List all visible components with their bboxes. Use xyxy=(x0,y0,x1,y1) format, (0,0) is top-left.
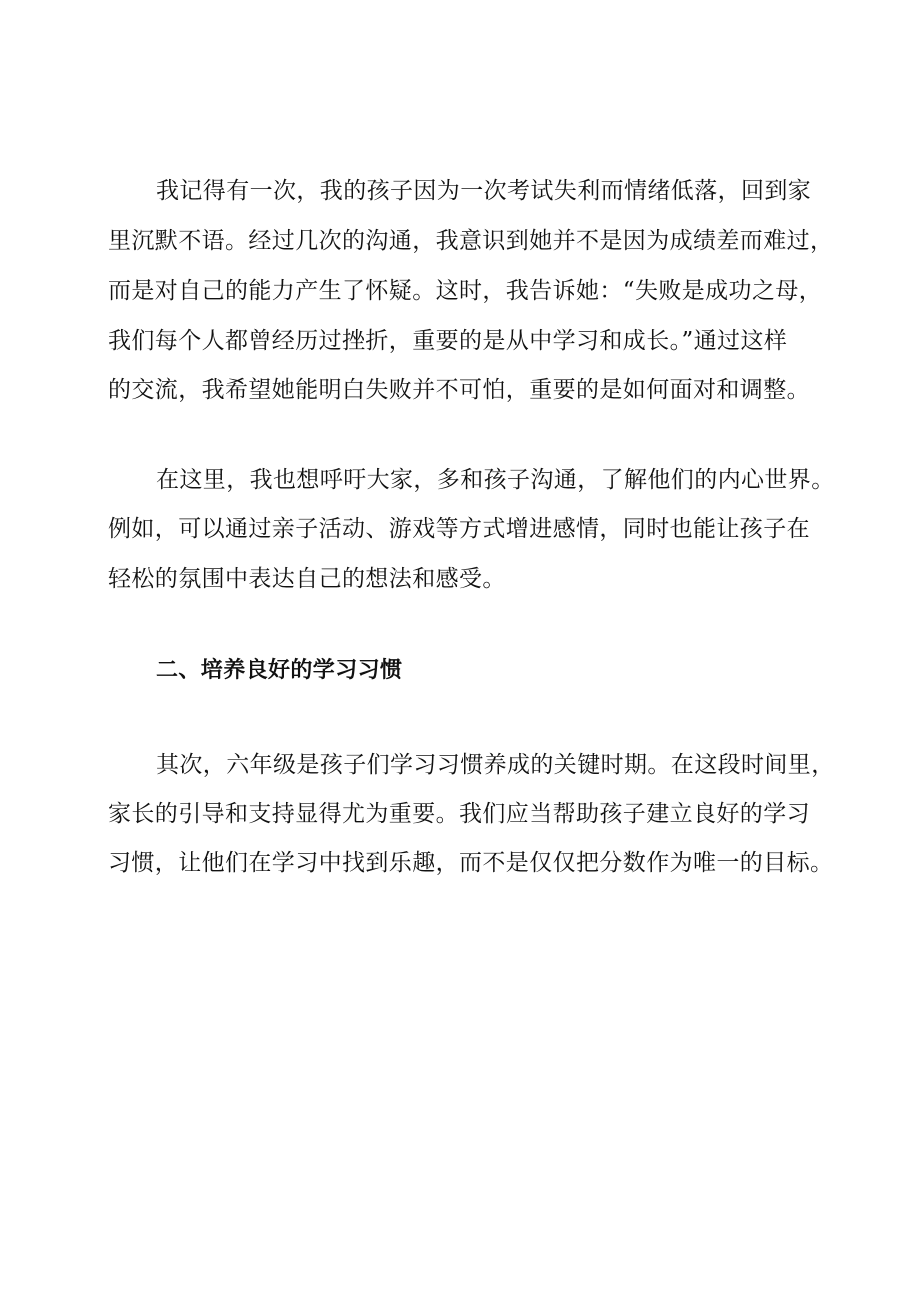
paragraph-1-line-4: 我们每个人都曾经历过挫折，重要的是从中学习和成长。”通过这样 xyxy=(108,328,788,354)
paragraph-1-line-5: 的交流，我希望她能明白失败并不可怕，重要的是如何面对和调整。 xyxy=(108,377,810,403)
paragraph-1-line-2: 里沉默不语。经过几次的沟通，我意识到她并不是因为成绩差而难过， xyxy=(108,228,834,254)
paragraph-2-line-2: 例如，可以通过亲子活动、游戏等方式增进感情，同时也能让孩子在 xyxy=(108,516,810,542)
paragraph-3-line-2: 家长的引导和支持显得尤为重要。我们应当帮助孩子建立良好的学习 xyxy=(108,801,810,827)
paragraph-2-line-1: 在这里，我也想呼吁大家，多和孩子沟通，了解他们的内心世界。 xyxy=(156,467,835,493)
paragraph-3-line-1: 其次，六年级是孩子们学习习惯养成的关键时期。在这段时间里， xyxy=(156,752,835,778)
paragraph-1-line-1: 我记得有一次，我的孩子因为一次考试失利而情绪低落，回到家 xyxy=(156,178,812,204)
paragraph-1-line-3: 而是对自己的能力产生了怀疑。这时，我告诉她：“失败是成功之母， xyxy=(108,278,823,304)
paragraph-3-line-3: 习惯，让他们在学习中找到乐趣，而不是仅仅把分数作为唯一的目标。 xyxy=(108,850,834,876)
section-heading: 二、培养良好的学习习惯 xyxy=(156,658,403,683)
paragraph-2-line-3: 轻松的氛围中表达自己的想法和感受。 xyxy=(108,566,506,592)
